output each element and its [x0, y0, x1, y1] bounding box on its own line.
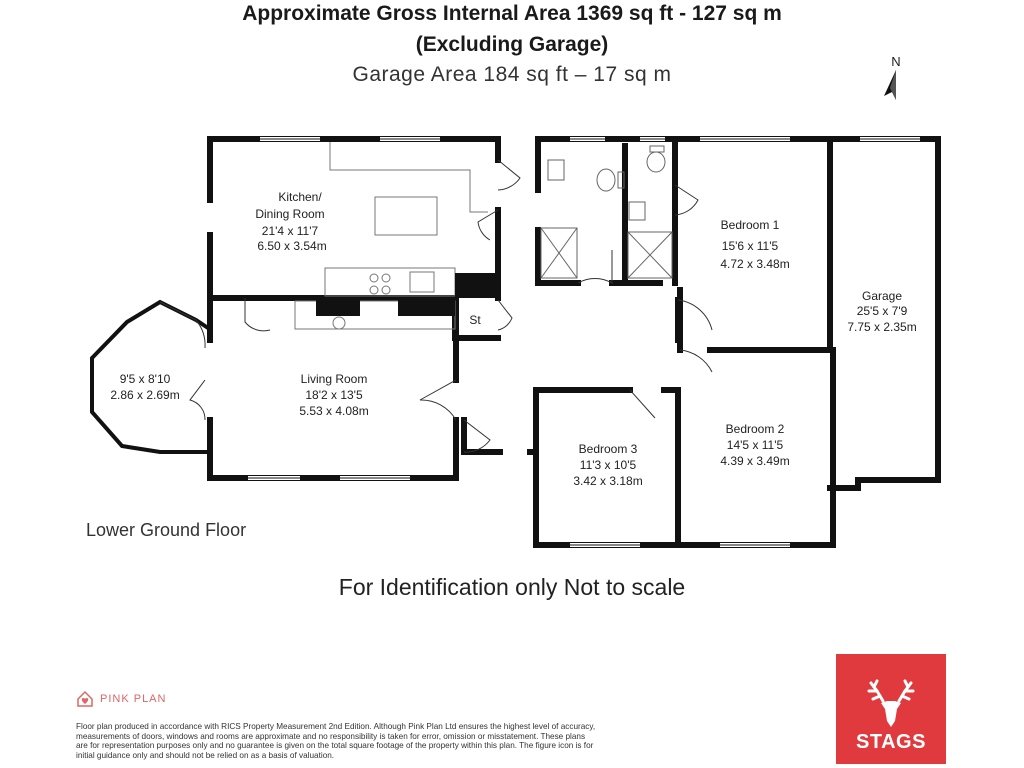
pink-plan-logo: [76, 690, 166, 708]
floor-label: Lower Ground Floor: [86, 520, 247, 540]
north-compass-icon: [884, 54, 901, 100]
garage-metric: 7.75 x 2.35m: [847, 320, 917, 334]
compass-label: N: [891, 54, 901, 69]
bathroom-fittings: [541, 146, 672, 278]
bedroom2-name: Bedroom 2: [725, 422, 785, 436]
garage-imperial: 25'5 x 7'9: [856, 304, 908, 318]
title-area: Approximate Gross Internal Area 1369 sq ft - 127 sq m: [242, 2, 782, 25]
kitchen-name-line1: Kitchen/: [278, 190, 322, 204]
bedroom3-imperial: 11'3 x 10'5: [579, 458, 637, 472]
title-excluding: (Excluding Garage): [415, 33, 609, 56]
stag-head-icon: [863, 679, 919, 731]
living-name: Living Room: [300, 372, 368, 386]
appliances: [316, 273, 495, 316]
walls: [92, 139, 938, 545]
pink-plan-label: PINK PLAN: [100, 693, 167, 705]
title-garage-area: Garage Area 184 sq ft – 17 sq m: [352, 63, 672, 86]
bedroom3-metric: 3.42 x 3.18m: [573, 474, 643, 488]
bay-imperial: 9'5 x 8'10: [119, 372, 171, 386]
living-metric: 5.53 x 4.08m: [299, 404, 369, 418]
living-imperial: 18'2 x 13'5: [305, 388, 363, 402]
bedroom1-name: Bedroom 1: [720, 218, 780, 232]
bedroom2-metric: 4.39 x 3.49m: [720, 454, 790, 468]
bedroom1-metric: 4.72 x 3.48m: [720, 257, 790, 271]
room-labels: [110, 190, 916, 488]
stags-logo: [836, 654, 946, 764]
kitchen-name-line2: Dining Room: [255, 207, 325, 221]
scale-note: For Identification only Not to scale: [338, 574, 686, 600]
stags-label: STAGS: [856, 731, 926, 753]
bedroom2-imperial: 14'5 x 11'5: [726, 438, 784, 452]
bedroom1-imperial: 15'6 x 11'5: [721, 239, 779, 253]
store-name: St: [469, 313, 481, 327]
disclaimer: Floor plan produced in accordance with RICS Property Measurement 2nd Edition. Although Pink Plan Ltd ensures the highest level of accuracy, measurements of doors, windows and rooms are approximate and no responsibility is taken for error, omission or misstatement. These plans are for representation purposes only and no guarantee is given on the total square footage of the property within this plan. The figure icon is for initial guidance only and should not be relied on as a basis of valuation.: [76, 722, 596, 760]
bay-metric: 2.86 x 2.69m: [110, 388, 180, 402]
kitchen-metric: 6.50 x 3.54m: [257, 239, 327, 253]
kitchen-imperial: 21'4 x 11'7: [261, 224, 319, 238]
house-icon: [76, 690, 94, 708]
garage-name: Garage: [861, 289, 903, 303]
bedroom3-name: Bedroom 3: [578, 442, 638, 456]
